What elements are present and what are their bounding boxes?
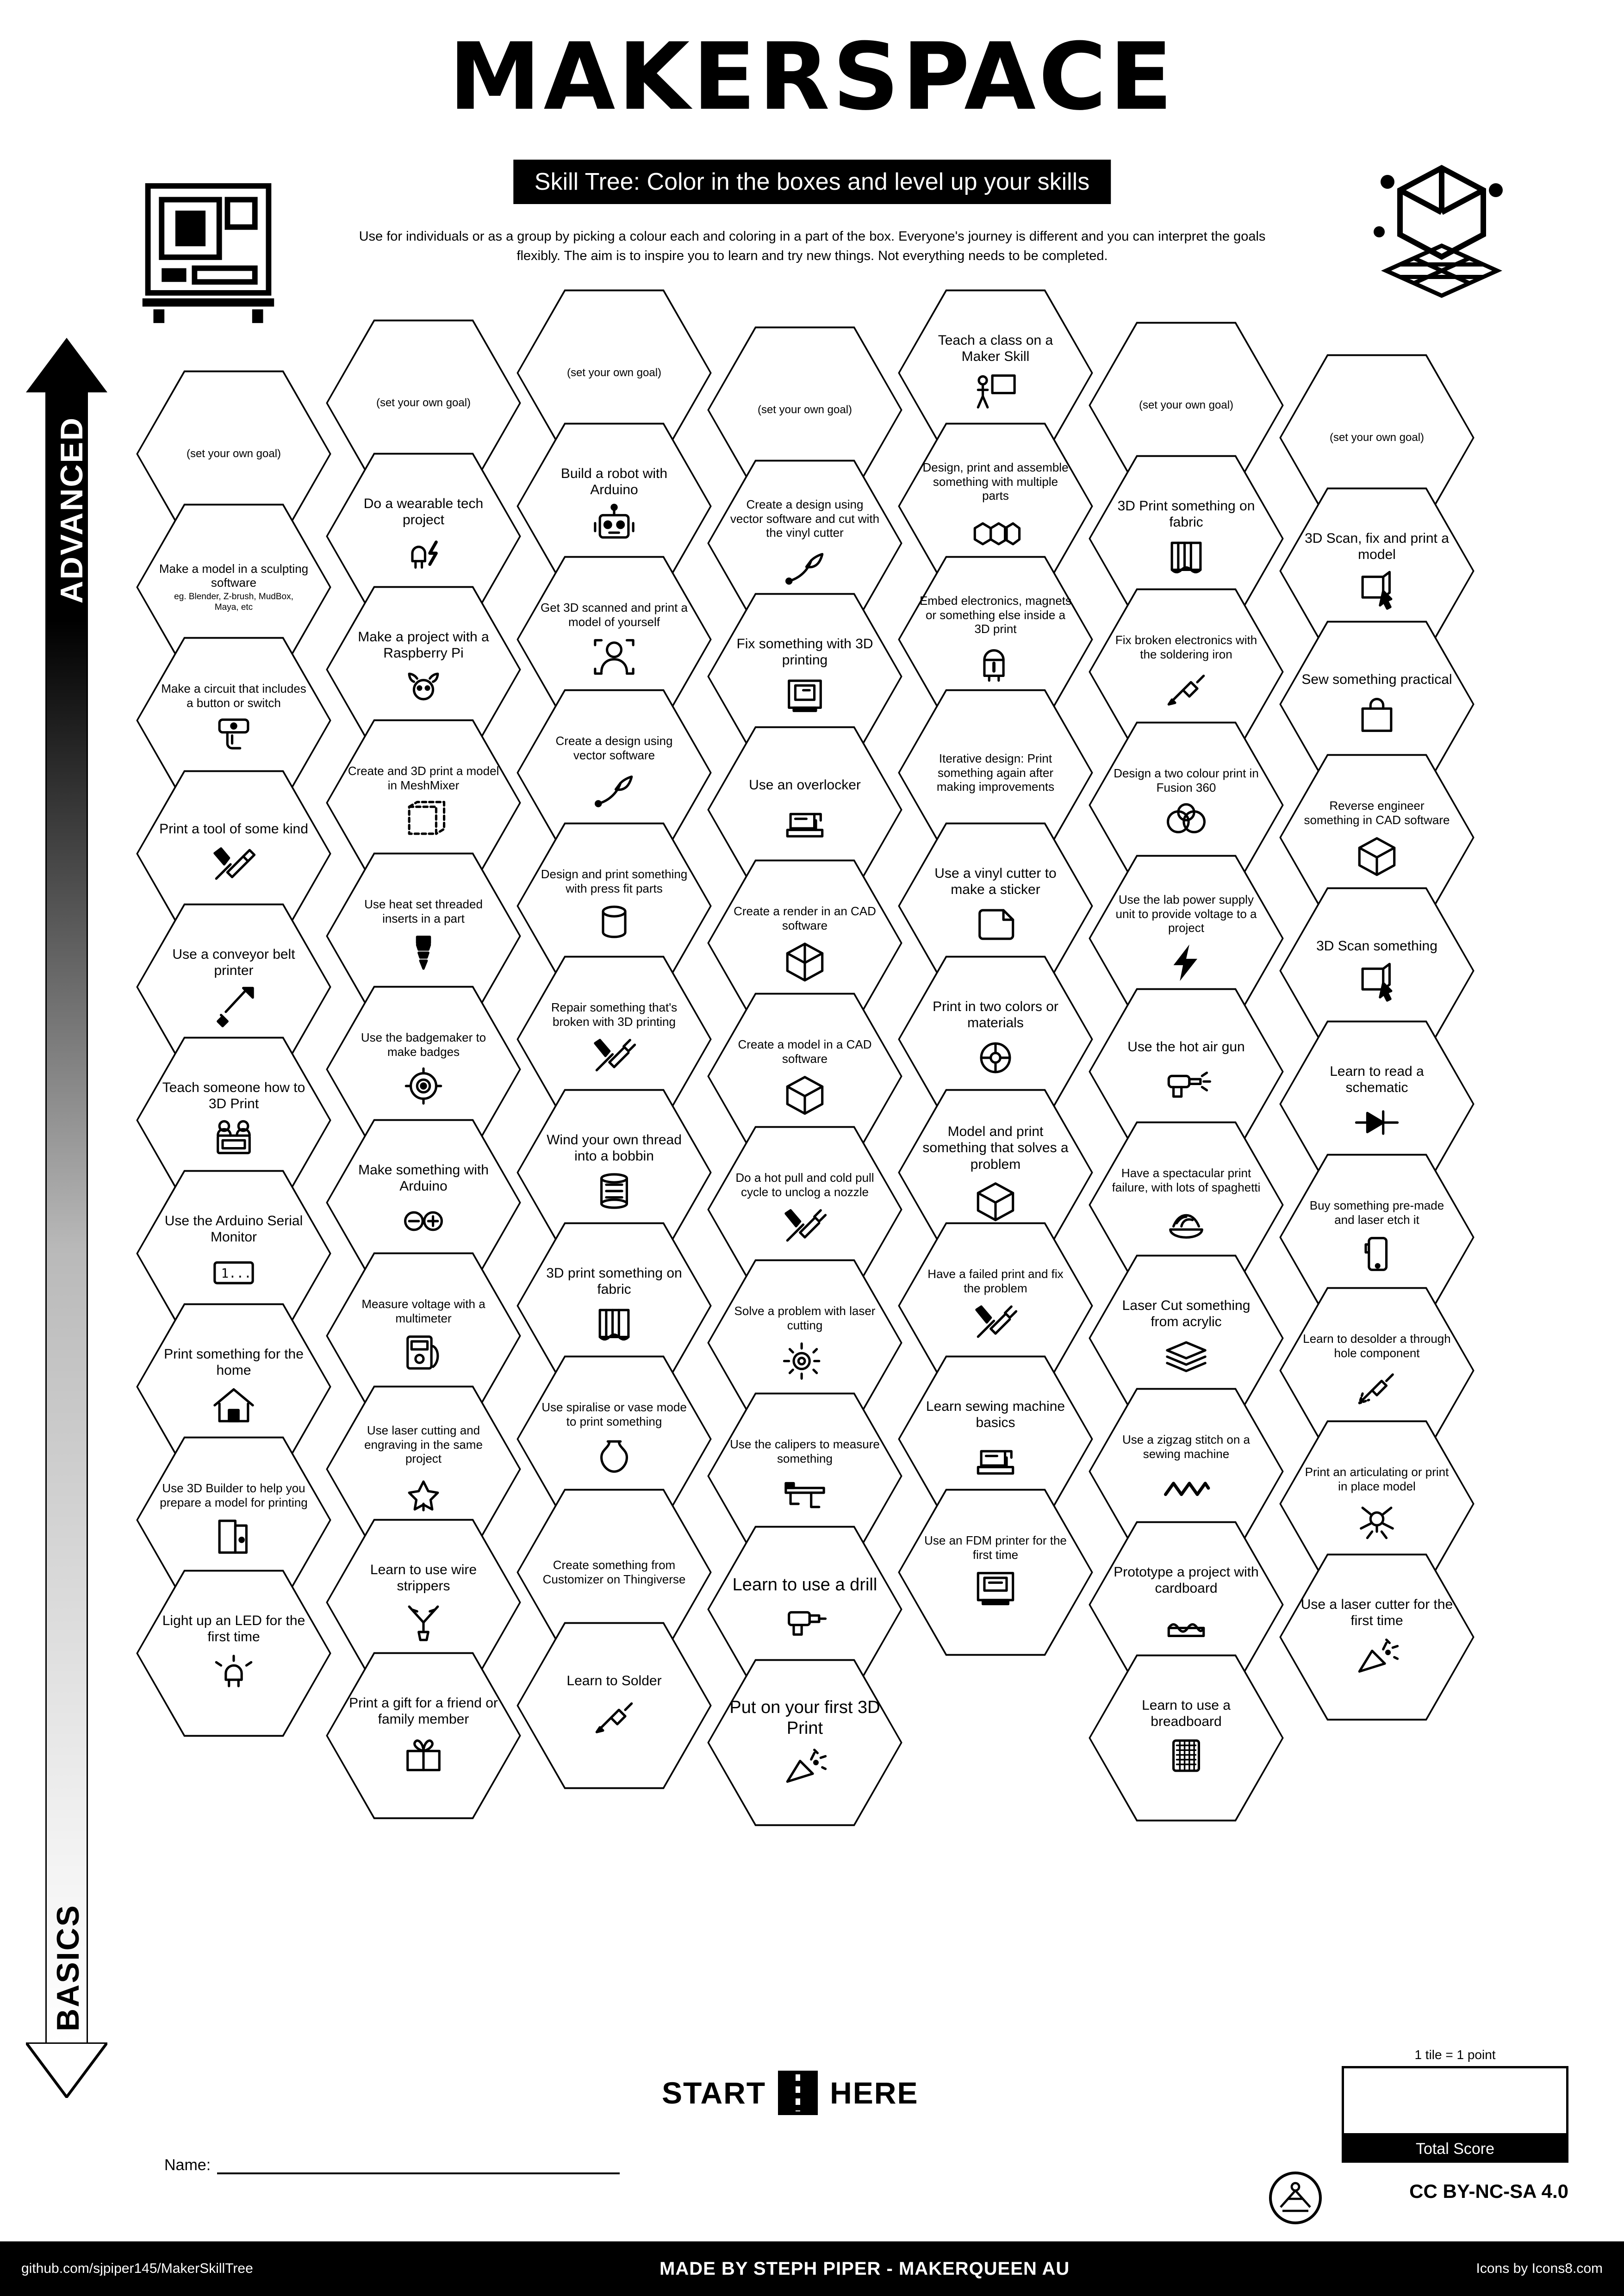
tile-label: Build a robot with Arduino bbox=[560, 465, 668, 497]
cube-outline-icon bbox=[779, 1071, 830, 1115]
tile-label: 3D Scan, fix and print a model bbox=[1305, 530, 1449, 562]
tile-label: Make a project with a Raspberry Pi bbox=[358, 629, 489, 661]
tile-label: Learn to use a drill bbox=[732, 1575, 877, 1595]
hand-press-icon bbox=[208, 715, 259, 759]
tile-label: Light up an LED for the first time bbox=[162, 1613, 305, 1644]
tile-label: Create a render in an CAD software bbox=[734, 904, 876, 932]
tile-label: (set your own goal) bbox=[186, 447, 281, 460]
total-score-box bbox=[1342, 2048, 1568, 2163]
diode-icon bbox=[1351, 1100, 1402, 1145]
tile-label: (set your own goal) bbox=[376, 396, 471, 409]
tile-label: Use the badgemaker to make badges bbox=[361, 1030, 486, 1059]
party-popper-icon bbox=[1351, 1633, 1402, 1678]
tile-label: Print an articulating or print in place model bbox=[1305, 1465, 1449, 1493]
start-here bbox=[662, 2071, 918, 2115]
repair-tools-icon bbox=[779, 1204, 830, 1248]
tile-label: Print a gift for a friend or family member bbox=[349, 1695, 498, 1727]
serial-monitor-icon bbox=[208, 1250, 259, 1294]
subtitle-bar bbox=[513, 160, 1111, 204]
footer-icons-credit: Icons by Icons8.com bbox=[1476, 2261, 1603, 2276]
tile-fill[interactable] bbox=[707, 1658, 902, 1827]
subtitle-text: Color in the boxes and level up your skills bbox=[647, 168, 1090, 195]
name-field[interactable] bbox=[164, 2156, 620, 2174]
articulating-icon bbox=[1351, 1498, 1402, 1543]
calipers-icon bbox=[779, 1471, 830, 1515]
repair-tools-icon bbox=[589, 1034, 640, 1078]
difficulty-axis bbox=[22, 338, 110, 2096]
tile-label: Use an FDM printer for the first time bbox=[924, 1533, 1067, 1562]
scan-person-icon bbox=[589, 634, 640, 678]
sword-icon bbox=[208, 983, 259, 1028]
presenter-icon bbox=[970, 369, 1021, 414]
tile-label: Do a hot pull and cold pull cycle to unclog a nozzle bbox=[735, 1171, 874, 1199]
tile-label: Get 3D scanned and print a model of yourself bbox=[541, 601, 688, 629]
drill-icon bbox=[779, 1600, 830, 1644]
3d-cube-icon bbox=[1365, 160, 1518, 298]
led-spark-icon bbox=[208, 1650, 259, 1694]
bolt-icon bbox=[1161, 940, 1212, 984]
cube-render-icon bbox=[779, 937, 830, 982]
three-cubes-icon bbox=[970, 508, 1021, 552]
sewing-machine-icon bbox=[970, 1435, 1021, 1480]
tile-label: Use heat set threaded inserts in a part bbox=[364, 897, 483, 925]
raspberry-pi-icon bbox=[398, 666, 449, 710]
tile-label: Make a circuit that includes a button or switch bbox=[161, 682, 306, 710]
tile-label: Create a design using vector software bbox=[555, 734, 673, 762]
tile-label: Make something with Arduino bbox=[358, 1162, 489, 1194]
tile-label: Buy something pre-made and laser etch it bbox=[1309, 1198, 1444, 1227]
tile-label: 3D Print something on fabric bbox=[1117, 498, 1255, 530]
scan-cursor-icon bbox=[1351, 959, 1402, 1004]
road-icon bbox=[778, 2071, 818, 2115]
led-bolt-icon bbox=[398, 533, 449, 577]
score-input[interactable] bbox=[1342, 2066, 1568, 2135]
breadboard-icon bbox=[1161, 1734, 1212, 1779]
tile-label: Prototype a project with cardboard bbox=[1114, 1564, 1259, 1596]
skill-tile[interactable] bbox=[1087, 1652, 1286, 1824]
tile-label: Sew something practical bbox=[1301, 672, 1452, 688]
cylinder-icon bbox=[589, 900, 640, 945]
page-title: MAKERSPACE bbox=[448, 23, 1176, 131]
tile-label: Have a failed print and fix the problem bbox=[927, 1267, 1064, 1295]
zigzag-icon bbox=[1161, 1466, 1212, 1510]
tile-label: Create a design using vector software and cut with the vinyl cutter bbox=[730, 497, 880, 540]
subtitle-label: Skill Tree: bbox=[534, 168, 641, 195]
tile-label: (set your own goal) bbox=[757, 403, 852, 416]
printer-fix-icon bbox=[779, 673, 830, 717]
tile-label: Learn to desolder a through hole component bbox=[1303, 1332, 1451, 1360]
skill-tile[interactable] bbox=[134, 1567, 333, 1739]
tile-label: Print in two colors or materials bbox=[933, 999, 1058, 1030]
sticker-icon bbox=[970, 902, 1021, 947]
tile-label: Design a two colour print in Fusion 360 bbox=[1114, 766, 1259, 794]
tile-label: Use a conveyor belt printer bbox=[172, 946, 295, 978]
name-label: Name: bbox=[164, 2156, 211, 2174]
tile-label: Learn to use wire strippers bbox=[370, 1562, 477, 1594]
fdm-printer-icon bbox=[970, 1567, 1021, 1611]
gear-laser-icon bbox=[779, 1337, 830, 1382]
tile-label: 3D Scan something bbox=[1316, 938, 1437, 954]
vector-pen-icon bbox=[589, 767, 640, 812]
tile-label: Learn sewing machine basics bbox=[926, 1398, 1065, 1430]
soldering-iron-icon bbox=[1161, 666, 1212, 711]
tile-label: Use a zigzag stitch on a sewing machine bbox=[1122, 1433, 1251, 1461]
tile-label: Use the hot air gun bbox=[1127, 1039, 1245, 1055]
tile-label: Use the lab power supply unit to provide voltage to a project bbox=[1115, 892, 1257, 935]
printer-icon bbox=[139, 180, 278, 329]
axis-arrow-tail bbox=[26, 2042, 107, 2098]
tile-label: Put on your first 3D Print bbox=[729, 1698, 880, 1738]
tile-label: Print something for the home bbox=[164, 1346, 304, 1378]
multimeter-icon bbox=[398, 1330, 449, 1375]
tile-label: Learn to Solder bbox=[566, 1673, 662, 1689]
tile-label: Teach someone how to 3D Print bbox=[162, 1080, 305, 1111]
tile-label: Learn to use a breadboard bbox=[1142, 1697, 1231, 1729]
tile-label: 3D print something on fabric bbox=[546, 1265, 682, 1297]
builder-blocks-icon bbox=[208, 1514, 259, 1559]
intro-paragraph: Use for individuals or as a group by picking a colour each and coloring in a part of the box. Everyone's journey is different and you can interpret the goals flexibly. The aim is to inspire you to learn and try new things. Not everything needs to be completed. bbox=[359, 229, 1266, 264]
badge-icon bbox=[398, 1064, 449, 1108]
score-label: Total Score bbox=[1342, 2135, 1568, 2163]
tile-label: Have a spectacular print failure, with lots of spaghetti bbox=[1112, 1166, 1261, 1194]
tools-icon bbox=[208, 842, 259, 887]
tile-label: Laser Cut something from acrylic bbox=[1122, 1297, 1251, 1329]
score-note: 1 tile = 1 point bbox=[1414, 2048, 1496, 2062]
tile-label: Reverse engineer something in CAD software bbox=[1304, 799, 1450, 827]
axis-arrow-head bbox=[26, 338, 107, 392]
mesh-cube-icon bbox=[398, 797, 449, 842]
heat-gun-icon bbox=[1161, 1060, 1212, 1105]
axis-label-advanced: ADVANCED bbox=[54, 416, 89, 604]
soldering-iron-icon bbox=[589, 1694, 640, 1738]
filament-spool-icon bbox=[970, 1036, 1021, 1080]
phone-case-icon bbox=[1351, 1232, 1402, 1276]
skill-tile[interactable] bbox=[515, 1620, 714, 1792]
tile-label: Use a vinyl cutter to make a sticker bbox=[934, 865, 1057, 897]
tile-label: Create something from Customizer on Thingiverse bbox=[542, 1558, 686, 1586]
tile-label: Use the calipers to measure something bbox=[730, 1437, 880, 1465]
repair-tools-icon bbox=[970, 1300, 1021, 1345]
skill-tile[interactable] bbox=[896, 1486, 1095, 1658]
laser-engrave-icon bbox=[398, 1471, 449, 1515]
gift-bow-icon bbox=[398, 1732, 449, 1776]
tile-label: Repair something that's broken with 3D printing bbox=[551, 1000, 678, 1029]
screw-icon bbox=[398, 931, 449, 975]
tile-label: Create and 3D print a model in MeshMixer bbox=[348, 764, 499, 792]
scan-cursor-icon bbox=[1351, 567, 1402, 612]
footer-bar bbox=[0, 2241, 1624, 2296]
axis-label-basics: BASICS bbox=[50, 1904, 86, 2031]
tile-label: Use laser cutting and engraving in the same project bbox=[364, 1423, 483, 1466]
tile-label: Design and print something with press fit parts bbox=[541, 867, 688, 895]
cc-badge-icon bbox=[1268, 2170, 1323, 2226]
house-icon bbox=[208, 1383, 259, 1427]
cube-outline-icon bbox=[1351, 832, 1402, 876]
footer-link[interactable]: github.com/sjpiper145/MakerSkillTree bbox=[21, 2261, 253, 2276]
teach-print-icon bbox=[208, 1117, 259, 1161]
fusion-circles-icon bbox=[1161, 800, 1212, 844]
tile-label: Fix something with 3D printing bbox=[736, 636, 873, 668]
tile-label: Use the Arduino Serial Monitor bbox=[164, 1213, 303, 1245]
tile-label: Wind your own thread into a bobbin bbox=[547, 1132, 682, 1164]
skill-tile[interactable] bbox=[1277, 1551, 1476, 1723]
cube-outline-icon bbox=[970, 1177, 1021, 1222]
tile-label: Model and print something that solves a problem bbox=[922, 1123, 1069, 1172]
arduino-infinity-icon bbox=[398, 1199, 449, 1243]
tile-label: Use spiralise or vase mode to print something bbox=[541, 1400, 687, 1428]
tile-label: Fix broken electronics with the soldering iron bbox=[1115, 633, 1257, 661]
tile-label: Design, print and assemble something with multiple parts bbox=[922, 460, 1069, 503]
desolder-icon bbox=[1351, 1365, 1402, 1409]
tile-label: Use an overlocker bbox=[749, 777, 861, 793]
tile-label: Embed electronics, magnets or something else inside a 3D print bbox=[919, 593, 1072, 636]
axis-arrow-body bbox=[45, 389, 88, 2045]
here-label: HERE bbox=[830, 2076, 919, 2110]
tile-label: Use 3D Builder to help you prepare a model for printing bbox=[160, 1481, 308, 1509]
acrylic-layers-icon bbox=[1161, 1334, 1212, 1379]
tile-label: Measure voltage with a multimeter bbox=[361, 1297, 485, 1325]
skill-tile[interactable] bbox=[705, 1657, 904, 1829]
name-input-rule[interactable] bbox=[217, 2170, 620, 2174]
party-popper-icon bbox=[779, 1744, 830, 1788]
tile-label: Make a model in a sculpting software bbox=[159, 561, 309, 590]
tile-label: (set your own goal) bbox=[566, 366, 662, 379]
cardboard-icon bbox=[1161, 1601, 1212, 1645]
tile-label: Teach a class on a Maker Skill bbox=[938, 332, 1053, 364]
tile-label: (set your own goal) bbox=[1139, 398, 1234, 411]
bobbin-icon bbox=[589, 1169, 640, 1213]
footer-credit: MADE BY STEPH PIPER - MAKERQUEEN AU bbox=[660, 2258, 1070, 2279]
tile-label: Solve a problem with laser cutting bbox=[734, 1304, 876, 1332]
sewing-machine-icon bbox=[779, 798, 830, 843]
fabric-icon bbox=[589, 1302, 640, 1347]
tile-label: Iterative design: Print something again after making improvements bbox=[936, 751, 1055, 794]
embed-led-icon bbox=[970, 641, 1021, 685]
spaghetti-icon bbox=[1161, 1199, 1212, 1244]
tile-label: Use a laser cutter for the first time bbox=[1300, 1596, 1453, 1628]
tile-sublabel: eg. Blender, Z-brush, MudBox, Maya, etc bbox=[174, 591, 293, 612]
bag-icon bbox=[1351, 693, 1402, 737]
start-label: START bbox=[662, 2076, 766, 2110]
vase-icon bbox=[589, 1433, 640, 1478]
tile-label: Create a model in a CAD software bbox=[738, 1037, 872, 1066]
robot-icon bbox=[589, 503, 640, 547]
vector-pen-icon bbox=[779, 545, 830, 589]
svg-text:1...: 1... bbox=[221, 1266, 252, 1281]
fabric-icon bbox=[1161, 535, 1212, 579]
pliers-icon bbox=[398, 1599, 449, 1643]
tile-label: Do a wearable tech project bbox=[363, 496, 484, 527]
license-text: CC BY-NC-SA 4.0 bbox=[1409, 2180, 1568, 2202]
tile-label: Print a tool of some kind bbox=[159, 821, 308, 837]
skill-tile[interactable] bbox=[324, 1650, 523, 1822]
tile-label: Learn to read a schematic bbox=[1330, 1063, 1424, 1095]
tile-label: (set your own goal) bbox=[1329, 431, 1425, 444]
